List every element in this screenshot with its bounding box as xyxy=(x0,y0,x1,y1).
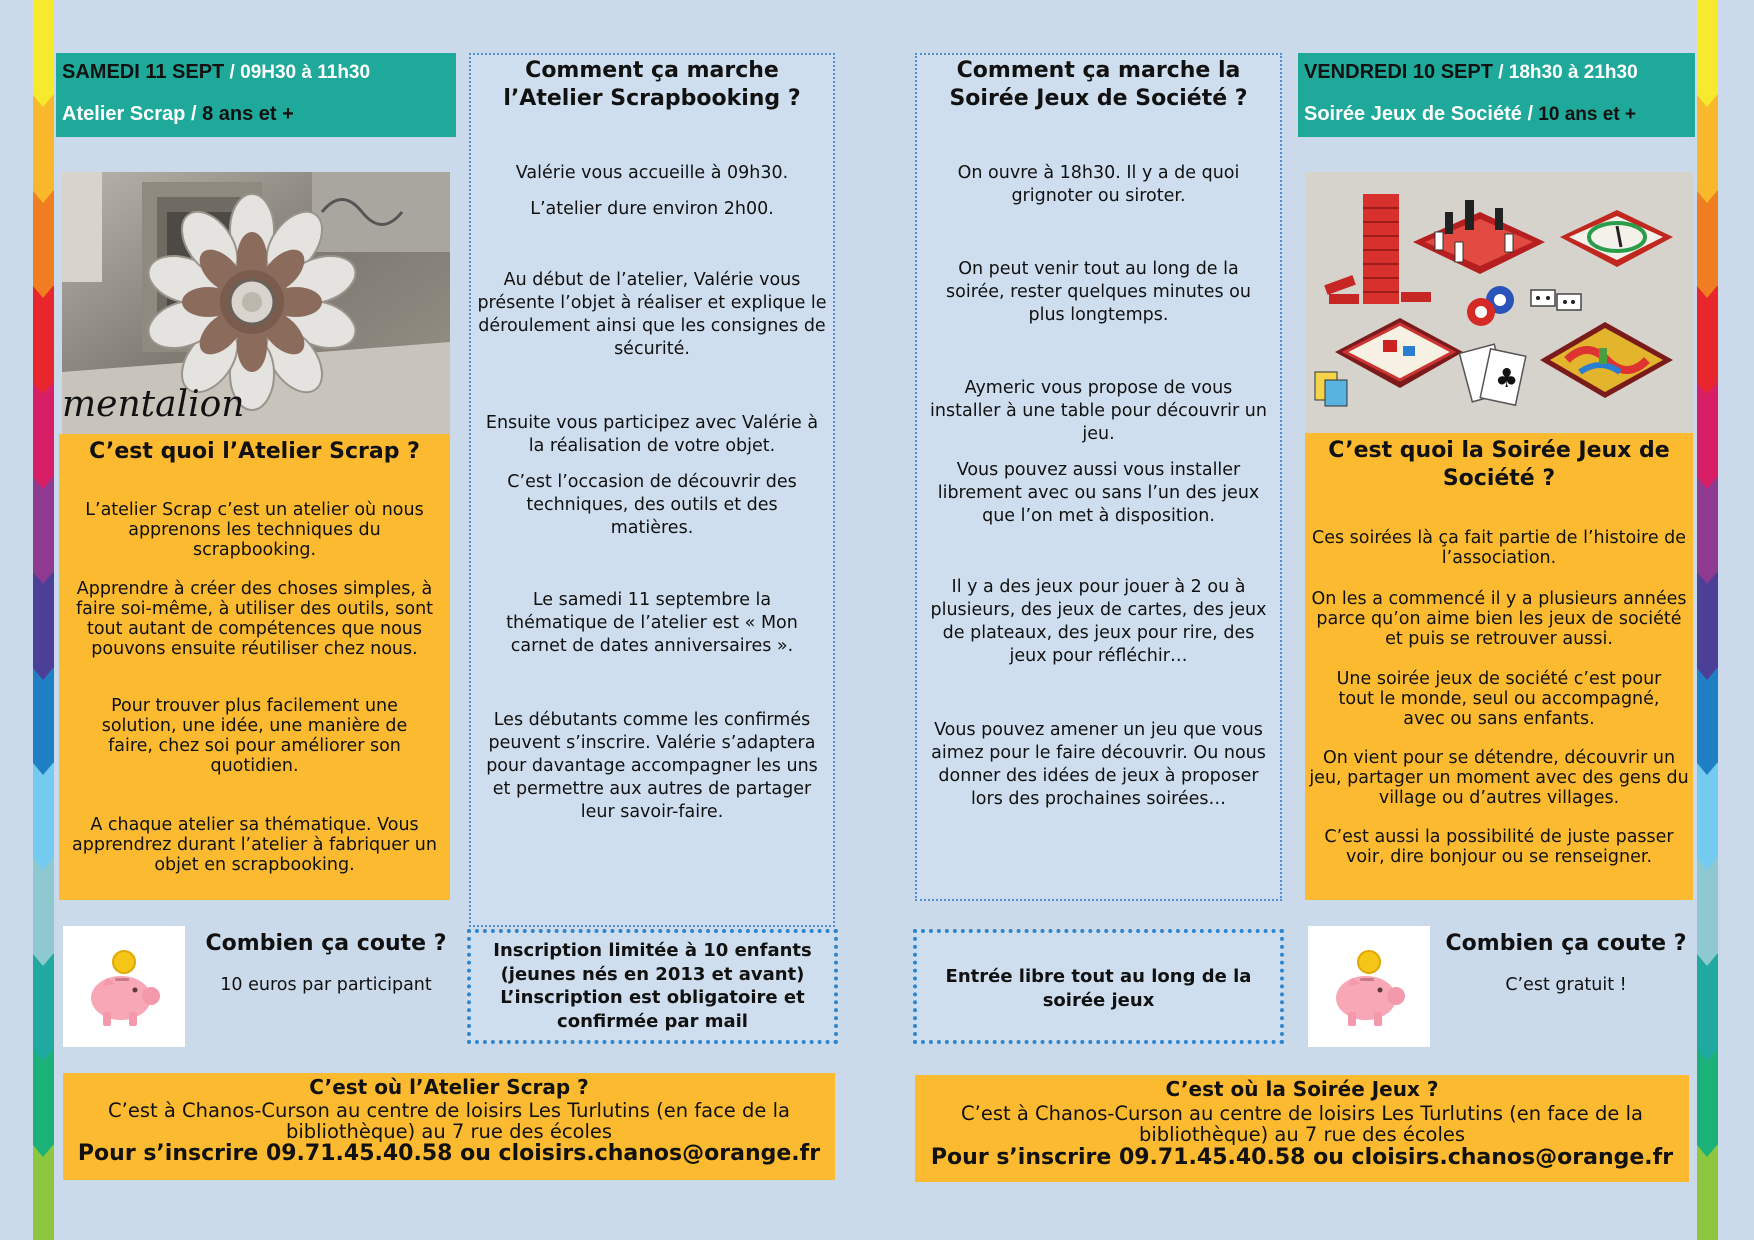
soiree-age: 10 ans et + xyxy=(1533,104,1636,125)
soiree-where-line1: C’est à Chanos-Curson au centre de loisirs Les Turlutins (en face de la xyxy=(961,1102,1643,1125)
atelier-sep: / xyxy=(224,62,241,83)
piggy-bank-icon xyxy=(1308,926,1430,1047)
soiree-how-panel xyxy=(915,53,1282,901)
stripe-segment xyxy=(1697,858,1718,953)
soiree-what-p4: On vient pour se détendre, découvrir un jeu, partager un moment avec des gens du village ou d’autres villages. xyxy=(1309,748,1689,808)
stripe-segment xyxy=(1697,572,1718,667)
stripe-segment xyxy=(1697,0,1718,95)
atelier-how-p4: Ensuite vous participez avec Valérie à la réalisation de votre objet. xyxy=(485,413,819,456)
atelier-what-panel xyxy=(59,434,450,900)
atelier-what-p4: A chaque atelier sa thématique. Vous apprendrez durant l’atelier à fabriquer un objet en scrapbooking. xyxy=(72,815,437,875)
stripe-segment xyxy=(33,763,54,858)
stripe-segment xyxy=(1697,668,1718,763)
soiree-where-line2: bibliothèque) au 7 rue des écoles xyxy=(1138,1123,1466,1146)
atelier-how-panel xyxy=(469,53,835,927)
atelier-what-p2: Apprendre à créer des choses simples, à faire soi-même, à utiliser des outils, sont tout autant de compétences que nous pouvons ensuite réutiliser chez nous. xyxy=(75,579,434,659)
atelier-where-title: C’est où l’Atelier Scrap ? xyxy=(309,1075,589,1099)
stripe-segment xyxy=(33,477,54,572)
atelier-how-p3: Au début de l’atelier, Valérie vous présente l’objet à réaliser et explique le déroulement ainsi que les consignes de sécurité. xyxy=(477,270,827,359)
soiree-how-p5: Il y a des jeux pour jouer à 2 ou à plusieurs, des jeux de cartes, des jeux de plateaux, des jeux pour rire, des jeux pour réfléchir… xyxy=(930,577,1267,666)
soiree-time: 18h30 à 21h30 xyxy=(1508,62,1638,83)
soiree-where-panel xyxy=(915,1075,1689,1182)
atelier-how-p2: L’atelier dure environ 2h00. xyxy=(530,199,774,219)
stripe-segment xyxy=(33,286,54,381)
soiree-what-p1: Ces soirées là ça fait partie de l’histoire de l’association. xyxy=(1311,528,1687,568)
stripe-segment xyxy=(33,1145,54,1240)
soiree-how-p3: Aymeric vous propose de vous installer à une table pour découvrir un jeu. xyxy=(930,378,1267,444)
atelier-name: Atelier Scrap / xyxy=(62,103,197,125)
atelier-inscription-panel xyxy=(467,929,838,1044)
atelier-how-p1: Valérie vous accueille à 09h30. xyxy=(515,163,789,183)
atelier-how-title: Comment ça marche l’Atelier Scrapbooking ? xyxy=(503,58,801,111)
scrapbook-caption: mentalion xyxy=(62,384,245,425)
atelier-what-p1: L’atelier Scrap c’est un atelier où nous apprenons les techniques du scrapbooking. xyxy=(85,500,424,560)
atelier-date: SAMEDI 11 SEPT xyxy=(62,61,225,83)
stripe-segment xyxy=(33,668,54,763)
atelier-what-title: C’est quoi l’Atelier Scrap ? xyxy=(89,439,420,464)
soiree-header xyxy=(1298,53,1695,137)
soiree-price-title: Combien ça coute ? xyxy=(1445,931,1687,956)
soiree-entry-panel xyxy=(913,929,1284,1044)
atelier-price-value: 10 euros par participant xyxy=(220,975,432,995)
atelier-how-p5: C’est l’occasion de découvrir des techniques, des outils et des matières. xyxy=(507,472,797,538)
inscription-line-4: confirmée par mail xyxy=(557,1010,748,1032)
atelier-where-line1: C’est à Chanos-Curson au centre de loisirs Les Turlutins (en face de la xyxy=(108,1099,790,1122)
stripe-segment xyxy=(33,1049,54,1144)
soiree-what-title: C’est quoi la Soirée Jeux de Société ? xyxy=(1328,438,1670,491)
board-games-illustration xyxy=(1305,172,1693,433)
atelier-where-line2: bibliothèque) au 7 rue des écoles xyxy=(285,1120,613,1143)
atelier-time: 09H30 à 11h30 xyxy=(240,62,371,83)
svg-text:♣: ♣ xyxy=(1495,364,1519,394)
soiree-date: VENDREDI 10 SEPT xyxy=(1304,61,1493,83)
soiree-how-p4: Vous pouvez aussi vous installer librement avec ou sans l’un des jeux que l’on met à disposition. xyxy=(937,460,1260,526)
stripe-segment xyxy=(1697,477,1718,572)
atelier-header xyxy=(56,53,456,137)
soiree-sep: / xyxy=(1492,62,1509,83)
atelier-what-p3: Pour trouver plus facilement une solution, une idée, une manière de faire, chez soi pour améliorer son quotidien. xyxy=(101,696,408,776)
atelier-how-p6: Le samedi 11 septembre la thématique de l’atelier est « Mon carnet de dates anniversaires ». xyxy=(506,590,798,656)
stripe-segment xyxy=(1697,286,1718,381)
soiree-where-contact: Pour s’inscrire 09.71.45.40.58 ou cloisirs.chanos@orange.fr xyxy=(930,1145,1674,1170)
soiree-what-p3: Une soirée jeux de société c’est pour tout le monde, seul ou accompagné, avec ou sans enfants. xyxy=(1336,669,1662,729)
stripe-segment xyxy=(33,191,54,286)
soiree-entry-text: Entrée libre tout au long de la soirée jeux xyxy=(945,966,1252,1011)
stripe-segment xyxy=(1697,763,1718,858)
atelier-where-panel xyxy=(63,1073,835,1180)
stripe-segment xyxy=(1697,95,1718,190)
stripe-segment xyxy=(33,572,54,667)
stripe-segment xyxy=(33,954,54,1049)
atelier-price-title: Combien ça coute ? xyxy=(205,931,447,956)
soiree-name: Soirée Jeux de Société / xyxy=(1304,103,1533,125)
inscription-line-2: (jeunes nés en 2013 et avant) xyxy=(500,963,805,985)
soiree-where-title: C’est où la Soirée Jeux ? xyxy=(1165,1077,1439,1101)
atelier-age: 8 ans et + xyxy=(196,103,294,125)
stripe-segment xyxy=(1697,954,1718,1049)
soiree-what-p5: C’est aussi la possibilité de juste passer voir, dire bonjour ou se renseigner. xyxy=(1324,827,1674,867)
soiree-how-p2: On peut venir tout au long de la soirée, rester quelques minutes ou plus longtemps. xyxy=(946,259,1251,325)
soiree-how-p6: Vous pouvez amener un jeu que vous aimez pour le faire découvrir. Ou nous donner des idées de jeux à proposer lors des prochaines soirées… xyxy=(931,720,1266,809)
stripe-segment xyxy=(1697,1145,1718,1240)
soiree-price-value: C’est gratuit ! xyxy=(1505,975,1627,995)
soiree-what-panel xyxy=(1305,433,1693,900)
stripe-segment xyxy=(33,0,54,95)
inscription-line-3: L’inscription est obligatoire et xyxy=(500,987,805,1008)
stripe-segment xyxy=(1697,1049,1718,1144)
piggy-bank-icon xyxy=(63,926,185,1047)
soiree-how-title: Comment ça marche la Soirée Jeux de Société ? xyxy=(949,58,1248,111)
color-stripe-left xyxy=(33,0,54,1240)
color-stripe-right xyxy=(1697,0,1718,1240)
stripe-segment xyxy=(1697,191,1718,286)
soiree-what-p2: On les a commencé il y a plusieurs années parce qu’on aime bien les jeux de société et puis se retrouver aussi. xyxy=(1311,589,1687,649)
stripe-segment xyxy=(1697,382,1718,477)
soiree-how-p1: On ouvre à 18h30. Il y a de quoi grignoter ou siroter. xyxy=(957,163,1240,206)
stripe-segment xyxy=(33,858,54,953)
scrapbook-flower-photo xyxy=(62,172,450,434)
stripe-segment xyxy=(33,95,54,190)
atelier-where-contact: Pour s’inscrire 09.71.45.40.58 ou cloisirs.chanos@orange.fr xyxy=(77,1141,821,1166)
stripe-segment xyxy=(33,382,54,477)
atelier-how-p7: Les débutants comme les confirmés peuvent s’inscrire. Valérie s’adaptera pour davantage accompagner les uns et permettre aux autres de partager leur savoir-faire. xyxy=(486,710,818,822)
inscription-line-1: Inscription limitée à 10 enfants xyxy=(493,940,812,961)
